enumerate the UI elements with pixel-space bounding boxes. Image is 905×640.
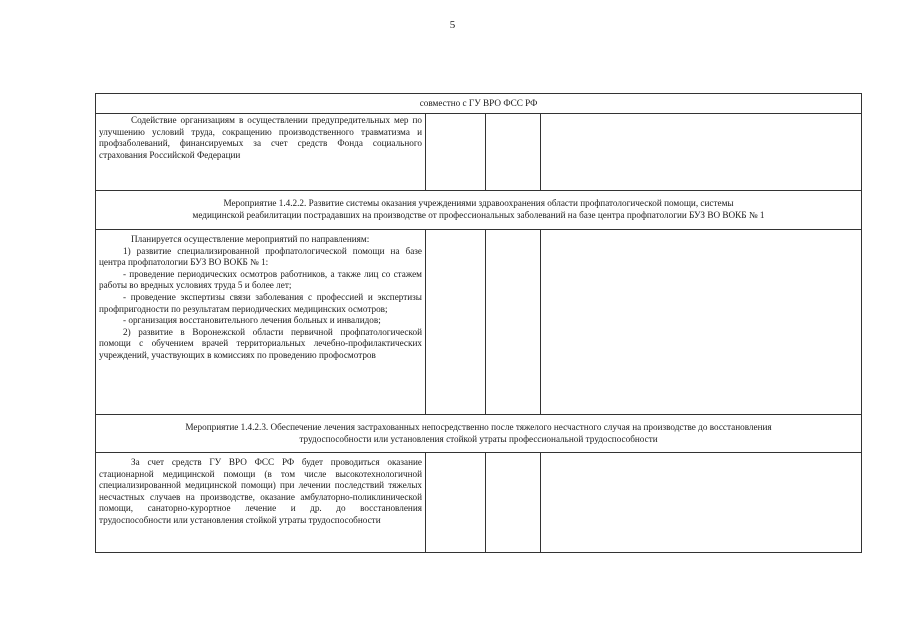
table-row-planned-activities xyxy=(96,230,862,415)
page-number: 5 xyxy=(449,19,456,31)
header-cell-fss xyxy=(96,94,862,114)
table-row-assistance xyxy=(96,114,862,191)
cell-empty xyxy=(426,453,486,553)
cell-assistance-text xyxy=(96,114,426,191)
header-text-fss: совместно с ГУ ВРО ФСС РФ xyxy=(419,97,538,108)
cell-empty xyxy=(486,453,541,553)
planned-paragraph: 1) развитие специализированной профпатологической помощи на базе центра профпатологии БУЗ ВО ВОКБ № 1: xyxy=(99,245,422,268)
planned-paragraph: - проведение периодических осмотров работников, а также лиц со стажем работы во вредных условиях труда 5 и более лет; xyxy=(99,268,422,291)
measure-1-4-2-2-header xyxy=(96,191,862,230)
cell-empty xyxy=(486,114,541,191)
assistance-text: Содействие организациям в осуществлении предупредительных мер по улучшению условий труда, сокращению производственного травматизма и профзаболеваний, финансируемых за счет средств Фонда социального страхования Российской Федерации xyxy=(99,115,422,160)
cell-treatment-text xyxy=(96,453,426,553)
cell-empty xyxy=(541,453,862,553)
table-row-measure-1-4-2-2 xyxy=(96,191,862,230)
measure-1-4-2-2-line1: Мероприятие 1.4.2.2. Развитие системы оказания учреждениями здравоохранения области профпатологической помощи, системы xyxy=(223,198,734,209)
cell-empty xyxy=(541,230,862,415)
measure-1-4-2-3-line2: трудоспособности или установления стойкой утраты профессиональной трудоспособности xyxy=(299,433,658,444)
cell-empty xyxy=(426,114,486,191)
table-row-measure-1-4-2-3 xyxy=(96,415,862,453)
cell-empty xyxy=(486,230,541,415)
table-row-treatment xyxy=(96,453,862,553)
planned-paragraph: - организация восстановительного лечения больных и инвалидов; xyxy=(123,315,381,326)
measure-1-4-2-2-line2: медицинской реабилитации пострадавших на производстве от профессиональных заболеваний на базе центра профпатологии БУЗ ВО ВОКБ № 1 xyxy=(192,210,765,220)
cell-planned-activities xyxy=(96,230,426,415)
cell-empty xyxy=(541,114,862,191)
measure-1-4-2-3-line1: Мероприятие 1.4.2.3. Обеспечение лечения застрахованных непосредственно после тяжелого несчастного случая на производстве до восстановления xyxy=(185,421,772,432)
planned-paragraph: 2) развитие в Воронежской области первичной профпатологической помощи с обучением врачей территориальных лечебно-профилактических учреждений, участвующих в комиссиях по проведению профосмотров xyxy=(99,326,422,360)
planned-paragraph: Планируется осуществление мероприятий по направлениям: xyxy=(131,234,370,244)
table-row-header-fss xyxy=(96,94,862,114)
cell-empty xyxy=(426,230,486,415)
measures-table xyxy=(95,93,862,553)
planned-paragraph: - проведение экспертизы связи заболевания с профессией и экспертизы профпригодности по результатам периодических медицинских осмотров; xyxy=(99,291,422,314)
treatment-text: За счет средств ГУ ВРО ФСС РФ будет проводиться оказание стационарной медицинской помощи (в том числе высокотехнологичной специализированной медицинской помощи) при лечении последствий тяжелых несчастных случаев на производстве, оказание амбулаторно-поликлинической помощи, санаторно-курортное лечение и др. до восстановления трудоспособности или установления стойкой утраты трудоспособности xyxy=(99,457,422,525)
measure-1-4-2-3-header xyxy=(96,415,862,453)
